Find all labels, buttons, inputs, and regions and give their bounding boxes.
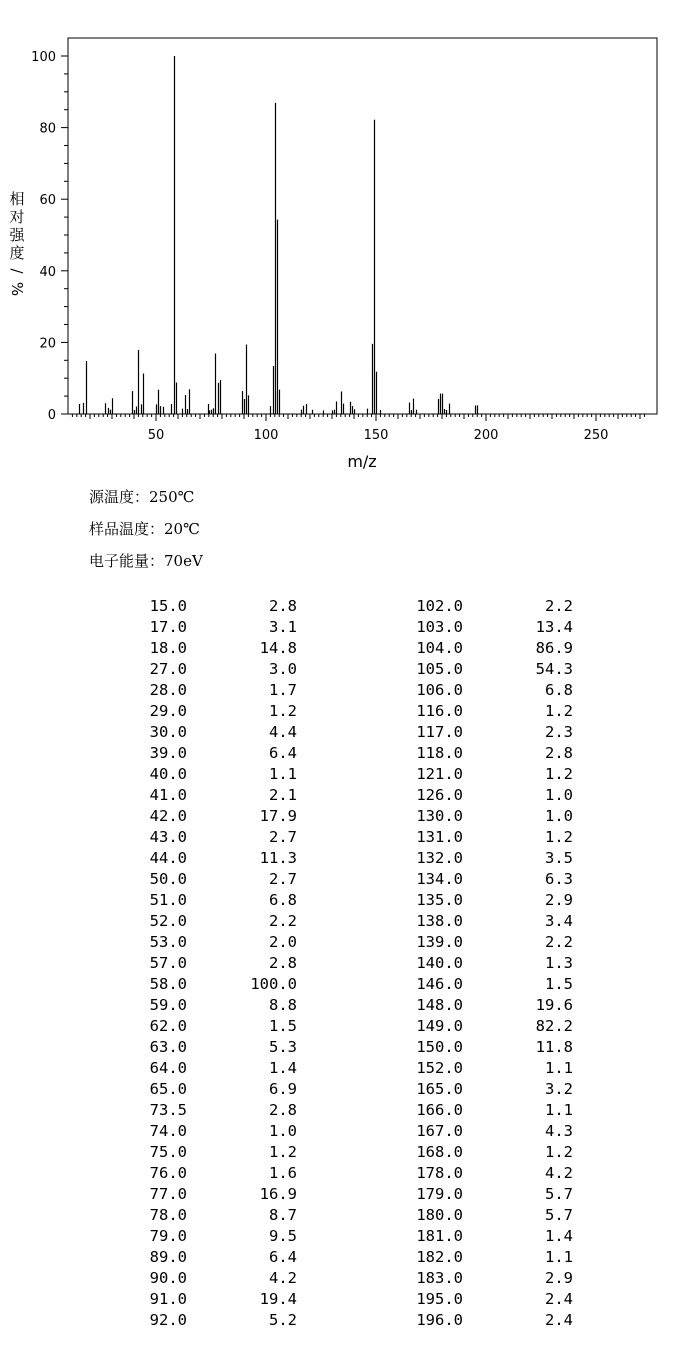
intensity-cell: 1.6: [269, 1164, 297, 1182]
mz-cell: 181.0: [416, 1227, 463, 1245]
table-row: [0, 911, 696, 932]
intensity-cell: 2.7: [269, 870, 297, 888]
intensity-cell: 54.3: [535, 660, 573, 678]
mz-cell: 53.0: [149, 933, 187, 951]
table-row: [0, 869, 696, 890]
table-row: [0, 743, 696, 764]
table-row: [0, 1142, 696, 1163]
table-row: [0, 974, 696, 995]
intensity-cell: 1.2: [269, 1143, 297, 1161]
mz-cell: 126.0: [416, 786, 463, 804]
mz-cell: 59.0: [149, 996, 187, 1014]
table-row: [0, 1247, 696, 1268]
table-row: [0, 890, 696, 911]
sample-temperature: 样品温度：20℃: [89, 520, 200, 538]
mz-cell: 77.0: [149, 1185, 187, 1203]
intensity-cell: 2.7: [269, 828, 297, 846]
intensity-cell: 1.7: [269, 681, 297, 699]
table-row: [0, 1289, 696, 1310]
x-axis: [72, 414, 644, 443]
intensity-cell: 9.5: [269, 1227, 297, 1245]
table-row: [0, 659, 696, 680]
mz-cell: 64.0: [149, 1059, 187, 1077]
table-row: [0, 638, 696, 659]
mz-cell: 76.0: [149, 1164, 187, 1182]
intensity-cell: 2.8: [269, 597, 297, 615]
intensity-cell: 5.7: [545, 1185, 573, 1203]
mz-cell: 18.0: [149, 639, 187, 657]
intensity-cell: 6.4: [269, 1248, 297, 1266]
intensity-cell: 8.8: [269, 996, 297, 1014]
spectrum-bars: [80, 56, 478, 414]
mz-cell: 195.0: [416, 1290, 463, 1308]
x-tick-label: 200: [473, 428, 499, 443]
mz-cell: 92.0: [149, 1311, 187, 1329]
table-row: [0, 953, 696, 974]
mz-cell: 168.0: [416, 1143, 463, 1161]
intensity-cell: 1.4: [545, 1227, 573, 1245]
y-tick-label: 100: [31, 50, 56, 65]
table-row: [0, 1058, 696, 1079]
intensity-cell: 1.2: [545, 828, 573, 846]
intensity-cell: 2.4: [545, 1290, 573, 1308]
intensity-cell: 1.2: [269, 702, 297, 720]
mz-cell: 41.0: [149, 786, 187, 804]
y-tick-label: 40: [39, 264, 56, 280]
mz-cell: 117.0: [416, 723, 463, 741]
mz-cell: 105.0: [416, 660, 463, 678]
intensity-cell: 1.5: [269, 1017, 297, 1035]
table-row: [0, 596, 696, 617]
mz-cell: 75.0: [149, 1143, 187, 1161]
mz-cell: 78.0: [149, 1206, 187, 1224]
mz-cell: 106.0: [416, 681, 463, 699]
intensity-cell: 1.1: [269, 765, 297, 783]
mz-cell: 28.0: [149, 681, 187, 699]
mz-cell: 103.0: [416, 618, 463, 636]
x-axis-label: m/z: [347, 452, 377, 471]
intensity-cell: 1.0: [545, 786, 573, 804]
intensity-cell: 1.1: [545, 1101, 573, 1119]
intensity-cell: 6.8: [269, 891, 297, 909]
intensity-cell: 19.6: [535, 996, 573, 1014]
intensity-cell: 2.3: [545, 723, 573, 741]
mz-cell: 150.0: [416, 1038, 463, 1056]
table-row: [0, 1121, 696, 1142]
table-row: [0, 764, 696, 785]
intensity-cell: 2.8: [545, 744, 573, 762]
intensity-cell: 4.3: [545, 1122, 573, 1140]
mz-cell: 116.0: [416, 702, 463, 720]
intensity-cell: 1.2: [545, 765, 573, 783]
mz-cell: 180.0: [416, 1206, 463, 1224]
intensity-cell: 100.0: [250, 975, 297, 993]
mz-cell: 43.0: [149, 828, 187, 846]
mz-cell: 50.0: [149, 870, 187, 888]
table-row: [0, 617, 696, 638]
intensity-cell: 19.4: [259, 1290, 297, 1308]
table-row: [0, 680, 696, 701]
mz-cell: 51.0: [149, 891, 187, 909]
mz-cell: 196.0: [416, 1311, 463, 1329]
table-row: [0, 1037, 696, 1058]
mz-cell: 139.0: [416, 933, 463, 951]
mz-cell: 131.0: [416, 828, 463, 846]
peak-table: [0, 596, 696, 1331]
mz-cell: 165.0: [416, 1080, 463, 1098]
mz-cell: 27.0: [149, 660, 187, 678]
intensity-cell: 3.0: [269, 660, 297, 678]
mz-cell: 73.5: [149, 1101, 187, 1119]
intensity-cell: 1.3: [545, 954, 573, 972]
mz-cell: 90.0: [149, 1269, 187, 1287]
intensity-cell: 6.8: [545, 681, 573, 699]
spectrum-chart: [0, 0, 696, 480]
mz-cell: 152.0: [416, 1059, 463, 1077]
intensity-cell: 5.2: [269, 1311, 297, 1329]
mz-cell: 63.0: [149, 1038, 187, 1056]
y-tick-label: 20: [39, 336, 56, 352]
mz-cell: 30.0: [149, 723, 187, 741]
intensity-cell: 11.3: [259, 849, 297, 867]
intensity-cell: 16.9: [259, 1185, 297, 1203]
x-tick-label: 100: [253, 428, 279, 443]
y-tick-label: 80: [39, 121, 56, 137]
y-axis: [31, 50, 68, 423]
intensity-cell: 17.9: [259, 807, 297, 825]
mz-cell: 135.0: [416, 891, 463, 909]
mz-cell: 39.0: [149, 744, 187, 762]
intensity-cell: 4.2: [545, 1164, 573, 1182]
mz-cell: 57.0: [149, 954, 187, 972]
table-row: [0, 701, 696, 722]
electron-energy: 电子能量：70eV: [89, 552, 203, 570]
plot-frame: [68, 38, 657, 414]
y-axis-label-char: 强: [9, 226, 25, 244]
mz-cell: 29.0: [149, 702, 187, 720]
intensity-cell: 6.3: [545, 870, 573, 888]
y-axis-label-char: %: [8, 281, 26, 297]
mz-cell: 138.0: [416, 912, 463, 930]
mz-cell: 132.0: [416, 849, 463, 867]
intensity-cell: 3.1: [269, 618, 297, 636]
intensity-cell: 1.1: [545, 1248, 573, 1266]
mz-cell: 183.0: [416, 1269, 463, 1287]
table-row: [0, 932, 696, 953]
intensity-cell: 1.4: [269, 1059, 297, 1077]
intensity-cell: 2.8: [269, 1101, 297, 1119]
table-row: [0, 1205, 696, 1226]
mz-cell: 167.0: [416, 1122, 463, 1140]
mz-cell: 52.0: [149, 912, 187, 930]
mz-cell: 102.0: [416, 597, 463, 615]
intensity-cell: 8.7: [269, 1206, 297, 1224]
intensity-cell: 1.2: [545, 702, 573, 720]
intensity-cell: 1.0: [269, 1122, 297, 1140]
table-row: [0, 806, 696, 827]
table-row: [0, 1226, 696, 1247]
intensity-cell: 2.2: [545, 933, 573, 951]
table-row: [0, 1016, 696, 1037]
mz-cell: 118.0: [416, 744, 463, 762]
intensity-cell: 4.4: [269, 723, 297, 741]
mz-cell: 44.0: [149, 849, 187, 867]
intensity-cell: 1.0: [545, 807, 573, 825]
y-axis-label-char: 度: [9, 244, 25, 262]
mz-cell: 149.0: [416, 1017, 463, 1035]
mz-cell: 65.0: [149, 1080, 187, 1098]
x-tick-label: 150: [363, 428, 389, 443]
y-axis-label-char: /: [8, 268, 26, 274]
intensity-cell: 2.2: [269, 912, 297, 930]
x-tick-label: 50: [147, 428, 165, 443]
mz-cell: 130.0: [416, 807, 463, 825]
mz-cell: 40.0: [149, 765, 187, 783]
intensity-cell: 3.4: [545, 912, 573, 930]
intensity-cell: 4.2: [269, 1269, 297, 1287]
mz-cell: 178.0: [416, 1164, 463, 1182]
mz-cell: 179.0: [416, 1185, 463, 1203]
intensity-cell: 6.4: [269, 744, 297, 762]
table-row: [0, 1310, 696, 1331]
mz-cell: 146.0: [416, 975, 463, 993]
intensity-cell: 1.2: [545, 1143, 573, 1161]
mz-cell: 79.0: [149, 1227, 187, 1245]
intensity-cell: 2.8: [269, 954, 297, 972]
intensity-cell: 1.5: [545, 975, 573, 993]
table-row: [0, 827, 696, 848]
y-axis-label: [4, 190, 30, 298]
table-row: [0, 1100, 696, 1121]
y-tick-label: 60: [39, 193, 56, 209]
intensity-cell: 5.3: [269, 1038, 297, 1056]
mz-cell: 134.0: [416, 870, 463, 888]
mz-cell: 74.0: [149, 1122, 187, 1140]
x-tick-label: 250: [583, 428, 609, 443]
intensity-cell: 2.9: [545, 1269, 573, 1287]
intensity-cell: 82.2: [535, 1017, 573, 1035]
table-row: [0, 848, 696, 869]
mz-cell: 182.0: [416, 1248, 463, 1266]
intensity-cell: 14.8: [259, 639, 297, 657]
intensity-cell: 3.5: [545, 849, 573, 867]
mz-cell: 140.0: [416, 954, 463, 972]
mz-cell: 58.0: [149, 975, 187, 993]
intensity-cell: 2.4: [545, 1311, 573, 1329]
y-axis-label-char: 相: [9, 190, 25, 208]
intensity-cell: 11.8: [535, 1038, 573, 1056]
mz-cell: 121.0: [416, 765, 463, 783]
mz-cell: 148.0: [416, 996, 463, 1014]
mz-cell: 17.0: [149, 618, 187, 636]
y-tick-label: 0: [47, 408, 56, 423]
intensity-cell: 3.2: [545, 1080, 573, 1098]
intensity-cell: 13.4: [535, 618, 573, 636]
intensity-cell: 6.9: [269, 1080, 297, 1098]
mz-cell: 89.0: [149, 1248, 187, 1266]
table-row: [0, 785, 696, 806]
table-row: [0, 995, 696, 1016]
mz-cell: 15.0: [149, 597, 187, 615]
mz-cell: 166.0: [416, 1101, 463, 1119]
intensity-cell: 2.2: [545, 597, 573, 615]
y-axis-label-char: 对: [9, 208, 25, 226]
table-row: [0, 1184, 696, 1205]
mz-cell: 42.0: [149, 807, 187, 825]
intensity-cell: 5.7: [545, 1206, 573, 1224]
table-row: [0, 722, 696, 743]
table-row: [0, 1268, 696, 1289]
intensity-cell: 1.1: [545, 1059, 573, 1077]
mz-cell: 91.0: [149, 1290, 187, 1308]
intensity-cell: 86.9: [535, 639, 573, 657]
table-row: [0, 1079, 696, 1100]
source-temperature: 源温度：250℃: [89, 488, 195, 506]
intensity-cell: 2.0: [269, 933, 297, 951]
table-row: [0, 1163, 696, 1184]
mz-cell: 104.0: [416, 639, 463, 657]
intensity-cell: 2.1: [269, 786, 297, 804]
intensity-cell: 2.9: [545, 891, 573, 909]
mz-cell: 62.0: [149, 1017, 187, 1035]
